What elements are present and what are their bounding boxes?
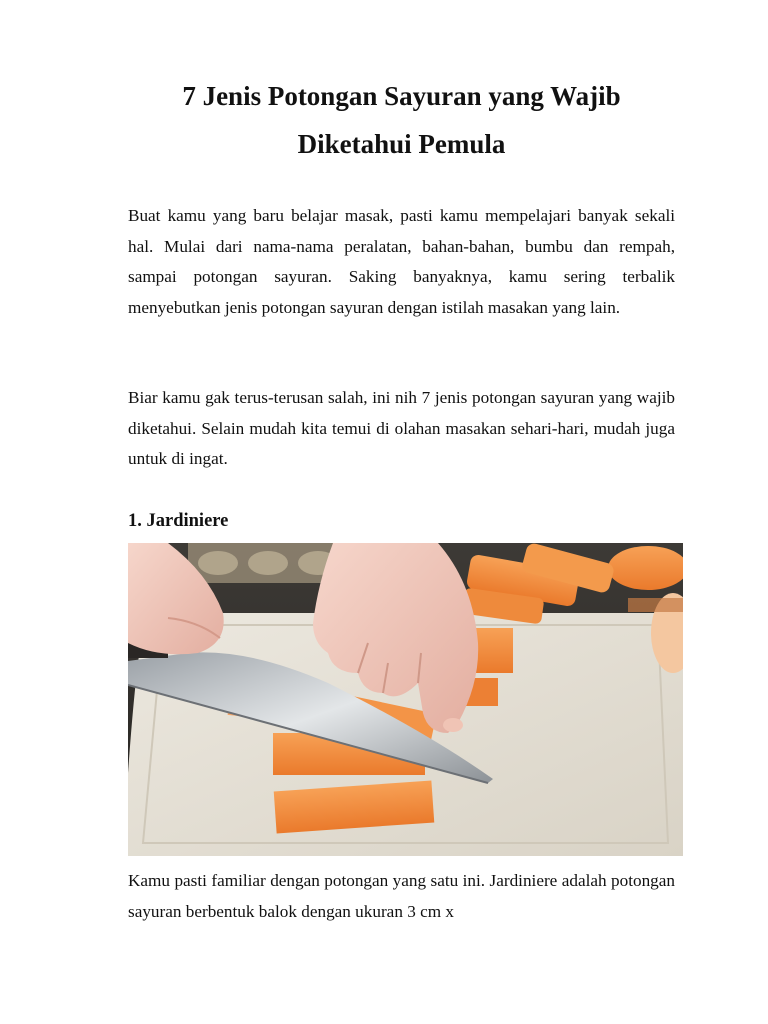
section-1-paragraph: Kamu pasti familiar dengan potongan yang satu ini. Jardiniere adalah potongan sayuran berbentuk balok dengan ukuran 3 cm x xyxy=(128,871,675,921)
intro-paragraph-2: Biar kamu gak terus-terusan salah, ini nih 7 jenis potongan sayuran yang wajib diketahui. Selain mudah kita temui di olahan masakan sehari-hari, mudah juga untuk di ingat. xyxy=(128,388,675,468)
cutting-sweet-potato-photo xyxy=(128,543,683,856)
section-heading-jardiniere: 1. Jardiniere xyxy=(128,511,229,531)
article-title: 7 Jenis Potongan Sayuran yang Wajib Diketahui Pemula xyxy=(182,81,621,159)
intro-paragraph-1: Buat kamu yang baru belajar masak, pasti kamu mempelajari banyak sekali hal. Mulai dari nama-nama peralatan, bahan-bahan, bumbu dan rempah, sampai potongan sayuran. Saking banyaknya, kamu sering terbalik menyebutkan jenis potongan sayuran dengan istilah masakan yang lain. xyxy=(128,206,675,317)
